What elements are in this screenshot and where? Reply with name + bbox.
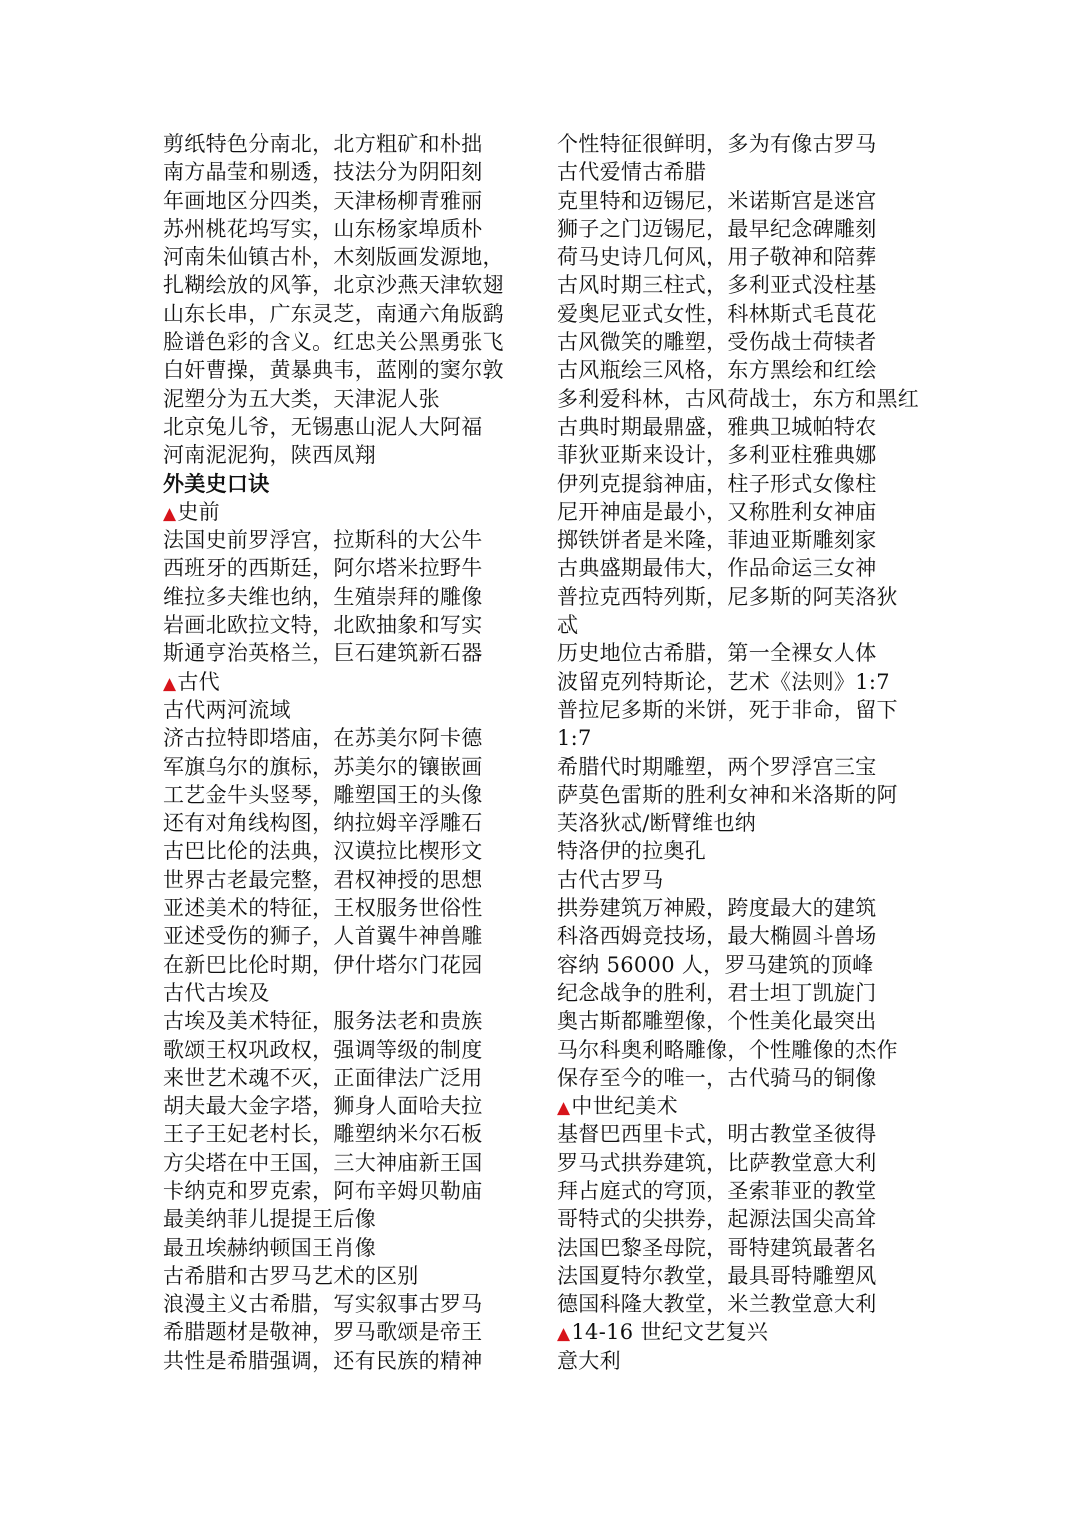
text-line xyxy=(557,809,927,837)
text-line xyxy=(163,1347,528,1375)
text-line xyxy=(557,922,927,950)
line-text: 扎糊绘放的风筝，北京沙燕天津软翅 xyxy=(163,273,504,298)
line-text: 来世艺术魂不灭，正面律法广泛用 xyxy=(163,1065,483,1090)
line-text: 14-16 世纪文艺复兴 xyxy=(571,1320,769,1345)
line-text: 马尔科奥利略雕像，个性雕像的杰作 xyxy=(557,1037,898,1062)
line-text: 古希腊和古罗马艺术的区别 xyxy=(163,1263,419,1288)
line-text: 最丑埃赫纳顿国王肖像 xyxy=(163,1235,376,1260)
line-text: 南方晶莹和剔透，技法分为阴阳刻 xyxy=(163,160,483,185)
text-line xyxy=(163,300,528,328)
line-text: 脸谱色彩的含义。红忠关公黑勇张飞 xyxy=(163,330,504,355)
text-line xyxy=(163,611,528,639)
line-text: 史前 xyxy=(177,499,220,524)
text-line xyxy=(557,300,927,328)
text-line xyxy=(557,470,927,498)
line-text: 最美纳菲儿提提王后像 xyxy=(163,1207,376,1232)
document-heading xyxy=(163,470,528,498)
text-line xyxy=(557,1149,927,1177)
text-line xyxy=(557,781,927,809)
text-line xyxy=(557,611,927,639)
line-text: 萨莫色雷斯的胜利女神和米洛斯的阿 xyxy=(557,782,898,807)
line-text: 哥特式的尖拱券，起源法国尖高耸 xyxy=(557,1207,877,1232)
line-text: 菲狄亚斯来设计，多利亚柱雅典娜 xyxy=(557,443,877,468)
line-text: 奥古斯都雕塑像，个性美化最突出 xyxy=(557,1009,877,1034)
line-text: 科洛西姆竞技场，最大椭圆斗兽场 xyxy=(557,924,877,949)
line-text: 古代古埃及 xyxy=(163,980,270,1005)
text-line xyxy=(163,554,528,582)
text-line xyxy=(557,441,927,469)
line-text: 尼开神庙是最小，又称胜利女神庙 xyxy=(557,499,877,524)
text-line xyxy=(557,837,927,865)
section-heading xyxy=(163,668,528,696)
line-text: 济古拉特即塔庙，在苏美尔阿卡德 xyxy=(163,726,483,751)
line-text: 歌颂王权巩政权，强调等级的制度 xyxy=(163,1037,483,1062)
line-text: 芙洛狄忒/断臂维也纳 xyxy=(557,811,757,836)
line-text: 1:7 xyxy=(557,726,592,751)
line-text: 多利爱科林，古风荷战士，东方和黑红 xyxy=(557,386,920,411)
text-line xyxy=(163,696,528,724)
line-text: 纪念战争的胜利，君士坦丁凯旋门 xyxy=(557,980,877,1005)
line-text: 忒 xyxy=(557,613,579,638)
text-line xyxy=(163,526,528,554)
text-line xyxy=(557,1036,927,1064)
line-text: 古典盛期最伟大，作品命运三女神 xyxy=(557,556,877,581)
line-text: 古埃及美术特征，服务法老和贵族 xyxy=(163,1009,483,1034)
line-text: 苏州桃花坞写实，山东杨家埠质朴 xyxy=(163,216,483,241)
line-text: 容纳 56000 人，罗马建筑的顶峰 xyxy=(557,952,874,977)
line-text: 特洛伊的拉奥孔 xyxy=(557,839,707,864)
text-line xyxy=(163,1092,528,1120)
text-line xyxy=(557,866,927,894)
line-text: 希腊代时期雕塑，两个罗浮宫三宝 xyxy=(557,754,877,779)
text-line xyxy=(163,187,528,215)
text-line xyxy=(163,979,528,1007)
line-text: 意大利 xyxy=(557,1348,621,1373)
text-line xyxy=(557,1290,927,1318)
text-line xyxy=(163,215,528,243)
text-line xyxy=(557,413,927,441)
line-text: 泥塑分为五大类，天津泥人张 xyxy=(163,386,440,411)
text-line xyxy=(163,1177,528,1205)
red-triangle-icon: ▲ xyxy=(163,673,177,694)
text-line xyxy=(163,1262,528,1290)
text-line xyxy=(163,1036,528,1064)
line-text: 基督巴西里卡式，明古教堂圣彼得 xyxy=(557,1122,877,1147)
line-text: 古风时期三柱式，多利亚式没柱基 xyxy=(557,273,877,298)
line-text: 法国巴黎圣母院，哥特建筑最著名 xyxy=(557,1235,877,1260)
red-triangle-icon: ▲ xyxy=(557,1324,571,1345)
line-text: 历史地位古希腊，第一全裸女人体 xyxy=(557,641,877,666)
text-line xyxy=(163,385,528,413)
text-line xyxy=(163,356,528,384)
text-line xyxy=(557,979,927,1007)
text-line xyxy=(163,639,528,667)
text-line xyxy=(557,328,927,356)
line-text: 掷铁饼者是米隆，菲迪亚斯雕刻家 xyxy=(557,528,877,553)
line-text: 古代古罗马 xyxy=(557,867,664,892)
line-text: 个性特征很鲜明，多为有像古罗马 xyxy=(557,132,877,156)
line-text: 普拉尼多斯的米饼，死于非命，留下 xyxy=(557,697,898,722)
text-line xyxy=(557,158,927,186)
line-text: 古代爱情古希腊 xyxy=(557,160,707,185)
text-line xyxy=(557,1177,927,1205)
line-text: 在新巴比伦时期，伊什塔尔门花园 xyxy=(163,952,483,977)
text-line xyxy=(557,526,927,554)
section-heading xyxy=(557,1318,927,1346)
text-line xyxy=(557,356,927,384)
right-column xyxy=(557,130,927,1375)
text-line xyxy=(163,1318,528,1346)
text-line xyxy=(557,951,927,979)
text-line xyxy=(163,1120,528,1148)
line-text: 剪纸特色分南北，北方粗矿和朴拙 xyxy=(163,132,483,156)
text-line xyxy=(557,187,927,215)
text-line xyxy=(557,724,927,752)
line-text: 古代两河流域 xyxy=(163,697,291,722)
section-heading xyxy=(163,498,528,526)
red-triangle-icon: ▲ xyxy=(557,1098,571,1119)
text-line xyxy=(557,1205,927,1233)
line-text: 希腊题材是敬神，罗马歌颂是帝王 xyxy=(163,1320,483,1345)
line-text: 亚述受伤的狮子，人首翼牛神兽雕 xyxy=(163,924,483,949)
text-line xyxy=(163,271,528,299)
text-line xyxy=(557,1007,927,1035)
text-line xyxy=(163,1234,528,1262)
line-text: 年画地区分四类，天津杨柳青雅丽 xyxy=(163,188,483,213)
text-line xyxy=(163,1064,528,1092)
line-text: 荷马史诗几何风，用子敬神和陪葬 xyxy=(557,245,877,270)
text-line xyxy=(163,753,528,781)
text-line xyxy=(557,639,927,667)
line-text: 古典时期最鼎盛，雅典卫城帕特农 xyxy=(557,414,877,439)
text-line xyxy=(557,271,927,299)
line-text: 法国夏特尔教堂，最具哥特雕塑风 xyxy=(557,1263,877,1288)
line-text: 克里特和迈锡尼，米诺斯宫是迷宫 xyxy=(557,188,877,213)
line-text: 斯通亨治英格兰，巨石建筑新石器 xyxy=(163,641,483,666)
line-text: 还有对角线构图，纳拉姆辛浮雕石 xyxy=(163,811,483,836)
line-text: 方尖塔在中王国，三大神庙新王国 xyxy=(163,1150,483,1175)
line-text: 德国科隆大教堂，米兰教堂意大利 xyxy=(557,1292,877,1317)
text-line xyxy=(163,922,528,950)
line-text: 古风微笑的雕塑，受伤战士荷犊者 xyxy=(557,330,877,355)
text-line xyxy=(163,866,528,894)
text-line xyxy=(163,1149,528,1177)
line-text: 外美史口诀 xyxy=(163,470,270,496)
text-line xyxy=(163,158,528,186)
text-line xyxy=(557,1262,927,1290)
text-line xyxy=(163,328,528,356)
line-text: 王子王妃老村长，雕塑纳米尔石板 xyxy=(163,1122,483,1147)
line-text: 亚述美术的特征，王权服务世俗性 xyxy=(163,896,483,921)
text-line xyxy=(163,1007,528,1035)
text-line xyxy=(557,894,927,922)
text-line xyxy=(163,894,528,922)
line-text: 法国史前罗浮宫，拉斯科的大公牛 xyxy=(163,528,483,553)
text-line xyxy=(557,696,927,724)
line-text: 维拉多夫维也纳，生殖崇拜的雕像 xyxy=(163,584,483,609)
line-text: 伊列克提翁神庙，柱子形式女像柱 xyxy=(557,471,877,496)
line-text: 狮子之门迈锡尼，最早纪念碑雕刻 xyxy=(557,216,877,241)
text-line xyxy=(163,583,528,611)
line-text: 山东长串，广东灵芝，南通六角版鹞 xyxy=(163,301,504,326)
text-line xyxy=(163,130,528,158)
text-line xyxy=(163,809,528,837)
line-text: 军旗乌尔的旗标，苏美尔的镶嵌画 xyxy=(163,754,483,779)
text-line xyxy=(163,724,528,752)
line-text: 古代 xyxy=(177,669,220,694)
text-line xyxy=(557,583,927,611)
text-line xyxy=(557,130,927,158)
text-line xyxy=(557,385,927,413)
line-text: 拱券建筑万神殿，跨度最大的建筑 xyxy=(557,896,877,921)
text-line xyxy=(557,1234,927,1262)
text-line xyxy=(557,498,927,526)
line-text: 工艺金牛头竖琴，雕塑国王的头像 xyxy=(163,782,483,807)
line-text: 胡夫最大金字塔，狮身人面哈夫拉 xyxy=(163,1094,483,1119)
line-text: 浪漫主义古希腊，写实叙事古罗马 xyxy=(163,1292,483,1317)
line-text: 普拉克西特列斯，尼多斯的阿芙洛狄 xyxy=(557,584,898,609)
line-text: 爱奥尼亚式女性，科林斯式毛茛花 xyxy=(557,301,877,326)
line-text: 中世纪美术 xyxy=(571,1094,678,1119)
text-line xyxy=(163,951,528,979)
line-text: 古巴比伦的法典，汉谟拉比楔形文 xyxy=(163,839,483,864)
line-text: 罗马式拱券建筑，比萨教堂意大利 xyxy=(557,1150,877,1175)
text-line xyxy=(557,243,927,271)
left-column xyxy=(163,130,528,1375)
line-text: 卡纳克和罗克索，阿布辛姆贝勒庙 xyxy=(163,1178,483,1203)
text-line xyxy=(557,215,927,243)
text-line xyxy=(163,1290,528,1318)
text-line xyxy=(163,837,528,865)
line-text: 北京兔儿爷，无锡惠山泥人大阿福 xyxy=(163,414,483,439)
text-line xyxy=(557,1120,927,1148)
text-line xyxy=(557,668,927,696)
text-line xyxy=(557,554,927,582)
text-line xyxy=(163,441,528,469)
line-text: 拜占庭式的穹顶，圣索菲亚的教堂 xyxy=(557,1178,877,1203)
text-line xyxy=(163,243,528,271)
line-text: 西班牙的西斯廷，阿尔塔米拉野牛 xyxy=(163,556,483,581)
line-text: 波留克列特斯论，艺术《法则》1:7 xyxy=(557,669,890,694)
line-text: 河南泥泥狗，陕西凤翔 xyxy=(163,443,376,468)
text-line xyxy=(163,1205,528,1233)
red-triangle-icon: ▲ xyxy=(163,503,177,524)
line-text: 共性是希腊强调，还有民族的精神 xyxy=(163,1348,483,1373)
line-text: 河南朱仙镇古朴，木刻版画发源地， xyxy=(163,245,504,270)
line-text: 岩画北欧拉文特，北欧抽象和写实 xyxy=(163,613,483,638)
section-heading xyxy=(557,1092,927,1120)
text-line xyxy=(557,1064,927,1092)
text-line xyxy=(163,781,528,809)
text-line xyxy=(557,1347,927,1375)
text-line xyxy=(163,413,528,441)
line-text: 世界古老最完整，君权神授的思想 xyxy=(163,867,483,892)
line-text: 白奸曹操，黄暴典韦，蓝刚的窦尔敦 xyxy=(163,358,504,383)
text-line xyxy=(557,753,927,781)
line-text: 古风瓶绘三风格，东方黑绘和红绘 xyxy=(557,358,877,383)
line-text: 保存至今的唯一，古代骑马的铜像 xyxy=(557,1065,877,1090)
